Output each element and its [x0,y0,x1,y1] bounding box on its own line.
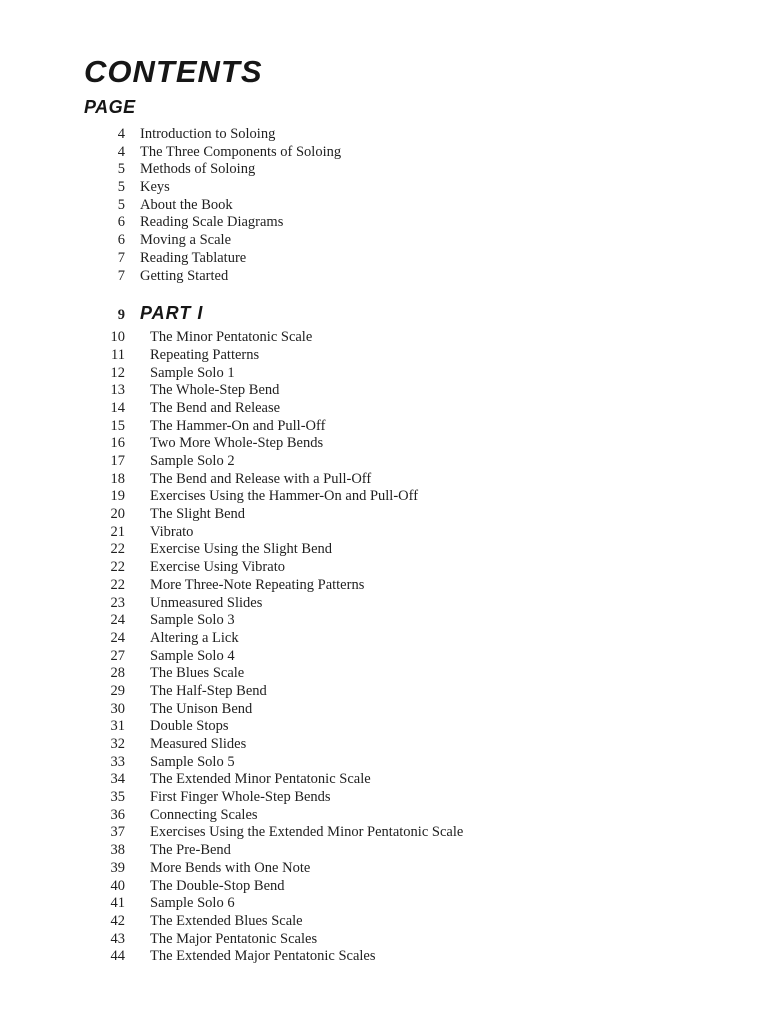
toc-row [85,382,705,400]
toc-entry-title: First Finger Whole-Step Bends [150,789,331,806]
toc-row [85,365,705,383]
toc-entry-title: More Three-Note Repeating Patterns [150,576,365,593]
toc-page-number: 13 [110,382,125,399]
toc-entry-title: Sample Solo 6 [150,895,235,912]
toc-entry-title: More Bends with One Note [150,859,311,876]
toc-entry-title: Reading Scale Diagrams [140,214,284,231]
toc-entry-title: The Extended Major Pentatonic Scales [150,948,376,965]
toc-page-number: 12 [110,364,125,381]
toc-list [85,126,705,966]
toc-page-number: 18 [110,470,125,487]
toc-page-number: 29 [110,682,125,699]
toc-row [85,630,705,648]
toc-page-number: 30 [110,700,125,717]
toc-section-intro [85,126,705,285]
toc-row [85,524,705,542]
toc-entry-title: Getting Started [140,267,229,284]
toc-page-number: 4 [117,143,125,160]
toc-row [85,860,705,878]
toc-row [85,161,705,179]
toc-page-number: 4 [117,126,125,142]
toc-row [85,683,705,701]
toc-entry-title: The Minor Pentatonic Scale [150,329,313,346]
toc-page-number: 27 [110,647,125,664]
toc-page-number: 44 [110,948,125,965]
toc-page-number: 38 [110,842,125,859]
toc-page-number: 10 [110,329,125,346]
toc-entry-title: Exercise Using Vibrato [150,559,285,576]
toc-row [85,648,705,666]
toc-row [85,931,705,949]
toc-page-number: 14 [110,399,125,416]
toc-entry-title: Two More Whole-Step Bends [150,435,324,452]
toc-entry-title: Repeating Patterns [150,346,260,363]
part-heading-label: PART I [140,303,204,324]
toc-row [85,400,705,418]
toc-entry-title: Vibrato [150,523,194,540]
toc-row [85,948,705,966]
toc-entry-title: Double Stops [150,718,229,735]
part-heading-page-number: 9 [117,307,125,324]
toc-row [85,754,705,772]
toc-row [85,488,705,506]
toc-row [85,895,705,913]
toc-entry-title: The Slight Bend [150,506,246,523]
toc-entry-title: Sample Solo 2 [150,453,235,469]
toc-page-number: 22 [110,541,125,558]
toc-row [85,347,705,365]
toc-row [85,179,705,197]
toc-page-number: 15 [110,417,125,434]
toc-row [85,842,705,860]
toc-page-number: 19 [110,488,125,505]
page-title: CONTENTS [84,54,263,89]
toc-row [85,250,705,268]
toc-page-number: 6 [117,232,125,249]
toc-page-number: 20 [110,506,125,523]
toc-page-number: 21 [110,523,125,540]
toc-page-number: 39 [110,859,125,876]
toc-row [85,824,705,842]
toc-entry-title: Exercises Using the Hammer-On and Pull-Off [150,488,419,505]
toc-entry-title: Exercise Using the Slight Bend [150,541,333,558]
toc-row [85,878,705,896]
toc-row [85,665,705,683]
toc-entry-title: Altering a Lick [150,629,239,646]
toc-page-number: 5 [117,179,125,196]
toc-entry-title: The Bend and Release [150,399,281,416]
toc-row [85,612,705,630]
toc-row [85,595,705,613]
toc-row [85,214,705,232]
toc-row [85,789,705,807]
toc-entry-title: The Whole-Step Bend [150,382,280,399]
toc-entry-title: About the Book [140,196,233,213]
toc-page-number: 36 [110,806,125,823]
toc-row [85,807,705,825]
toc-page-number: 34 [110,771,125,788]
toc-row [85,771,705,789]
toc-entry-title: The Pre-Bend [150,842,231,859]
toc-entry-title: Sample Solo 3 [150,612,235,629]
toc-row [85,913,705,931]
toc-row [85,126,705,144]
toc-page-number: 37 [110,824,125,841]
toc-entry-title: Measured Slides [150,736,247,752]
toc-page-number: 42 [110,912,125,929]
toc-entry-title: Exercises Using the Extended Minor Pentatonic Scale [150,824,464,841]
toc-entry-title: The Blues Scale [150,665,245,682]
toc-page-number: 43 [110,930,125,947]
toc-page-number: 41 [110,895,125,912]
toc-entry-title: The Major Pentatonic Scales [150,930,318,947]
toc-entry-title: Reading Tablature [140,249,247,266]
toc-entry-title: Sample Solo 5 [150,753,235,770]
toc-entry-title: Connecting Scales [150,806,258,823]
toc-entry-title: The Extended Minor Pentatonic Scale [150,771,371,788]
toc-row [85,559,705,577]
toc-page-number: 16 [110,435,125,452]
toc-entry-title: The Extended Blues Scale [150,912,303,929]
toc-entry-title: The Bend and Release with a Pull-Off [150,470,372,487]
toc-page-number: 5 [117,161,125,178]
toc-row [85,144,705,162]
toc-entry-title: Introduction to Soloing [140,126,276,142]
toc-row [85,453,705,471]
page-column-header: PAGE [84,97,136,117]
toc-page-number: 24 [110,629,125,646]
toc-entry-title: The Double-Stop Bend [150,877,285,894]
toc-page-number: 5 [117,196,125,213]
toc-entry-title: Unmeasured Slides [150,594,263,611]
toc-entry-title: Methods of Soloing [140,161,256,178]
toc-page-number: 28 [110,665,125,682]
toc-page-number: 7 [117,249,125,266]
toc-page-number: 24 [110,612,125,629]
toc-entry-title: The Hammer-On and Pull-Off [150,417,326,434]
toc-row [85,471,705,489]
toc-row [85,329,705,347]
toc-entry-title: The Three Components of Soloing [140,143,342,160]
toc-page-number: 17 [110,453,125,469]
toc-row [85,268,705,286]
toc-page-number: 22 [110,576,125,593]
toc-row [85,701,705,719]
toc-page-number: 7 [117,267,125,284]
toc-page-number: 23 [110,594,125,611]
toc-page-number: 31 [110,718,125,735]
toc-entry-title: Keys [140,179,170,196]
toc-page-number: 32 [110,736,125,752]
toc-entry-title: The Half-Step Bend [150,682,267,699]
toc-row [85,435,705,453]
toc-page-number: 11 [111,346,125,363]
toc-entry-title: The Unison Bend [150,700,253,717]
toc-row [85,197,705,215]
toc-page-number: 33 [110,753,125,770]
toc-page-number: 22 [110,559,125,576]
toc-row [85,577,705,595]
toc-row [85,232,705,250]
toc-page-number: 40 [110,877,125,894]
toc-entry-title: Moving a Scale [140,232,232,249]
toc-page-number: 35 [110,789,125,806]
toc-row [85,418,705,436]
toc-row [85,541,705,559]
toc-row [85,736,705,754]
part-heading [85,303,705,324]
toc-row [85,718,705,736]
toc-page-number: 6 [117,214,125,231]
toc-row [85,506,705,524]
toc-entry-title: Sample Solo 4 [150,647,235,664]
toc-entry-title: Sample Solo 1 [150,364,235,381]
toc-section-part [85,303,705,966]
